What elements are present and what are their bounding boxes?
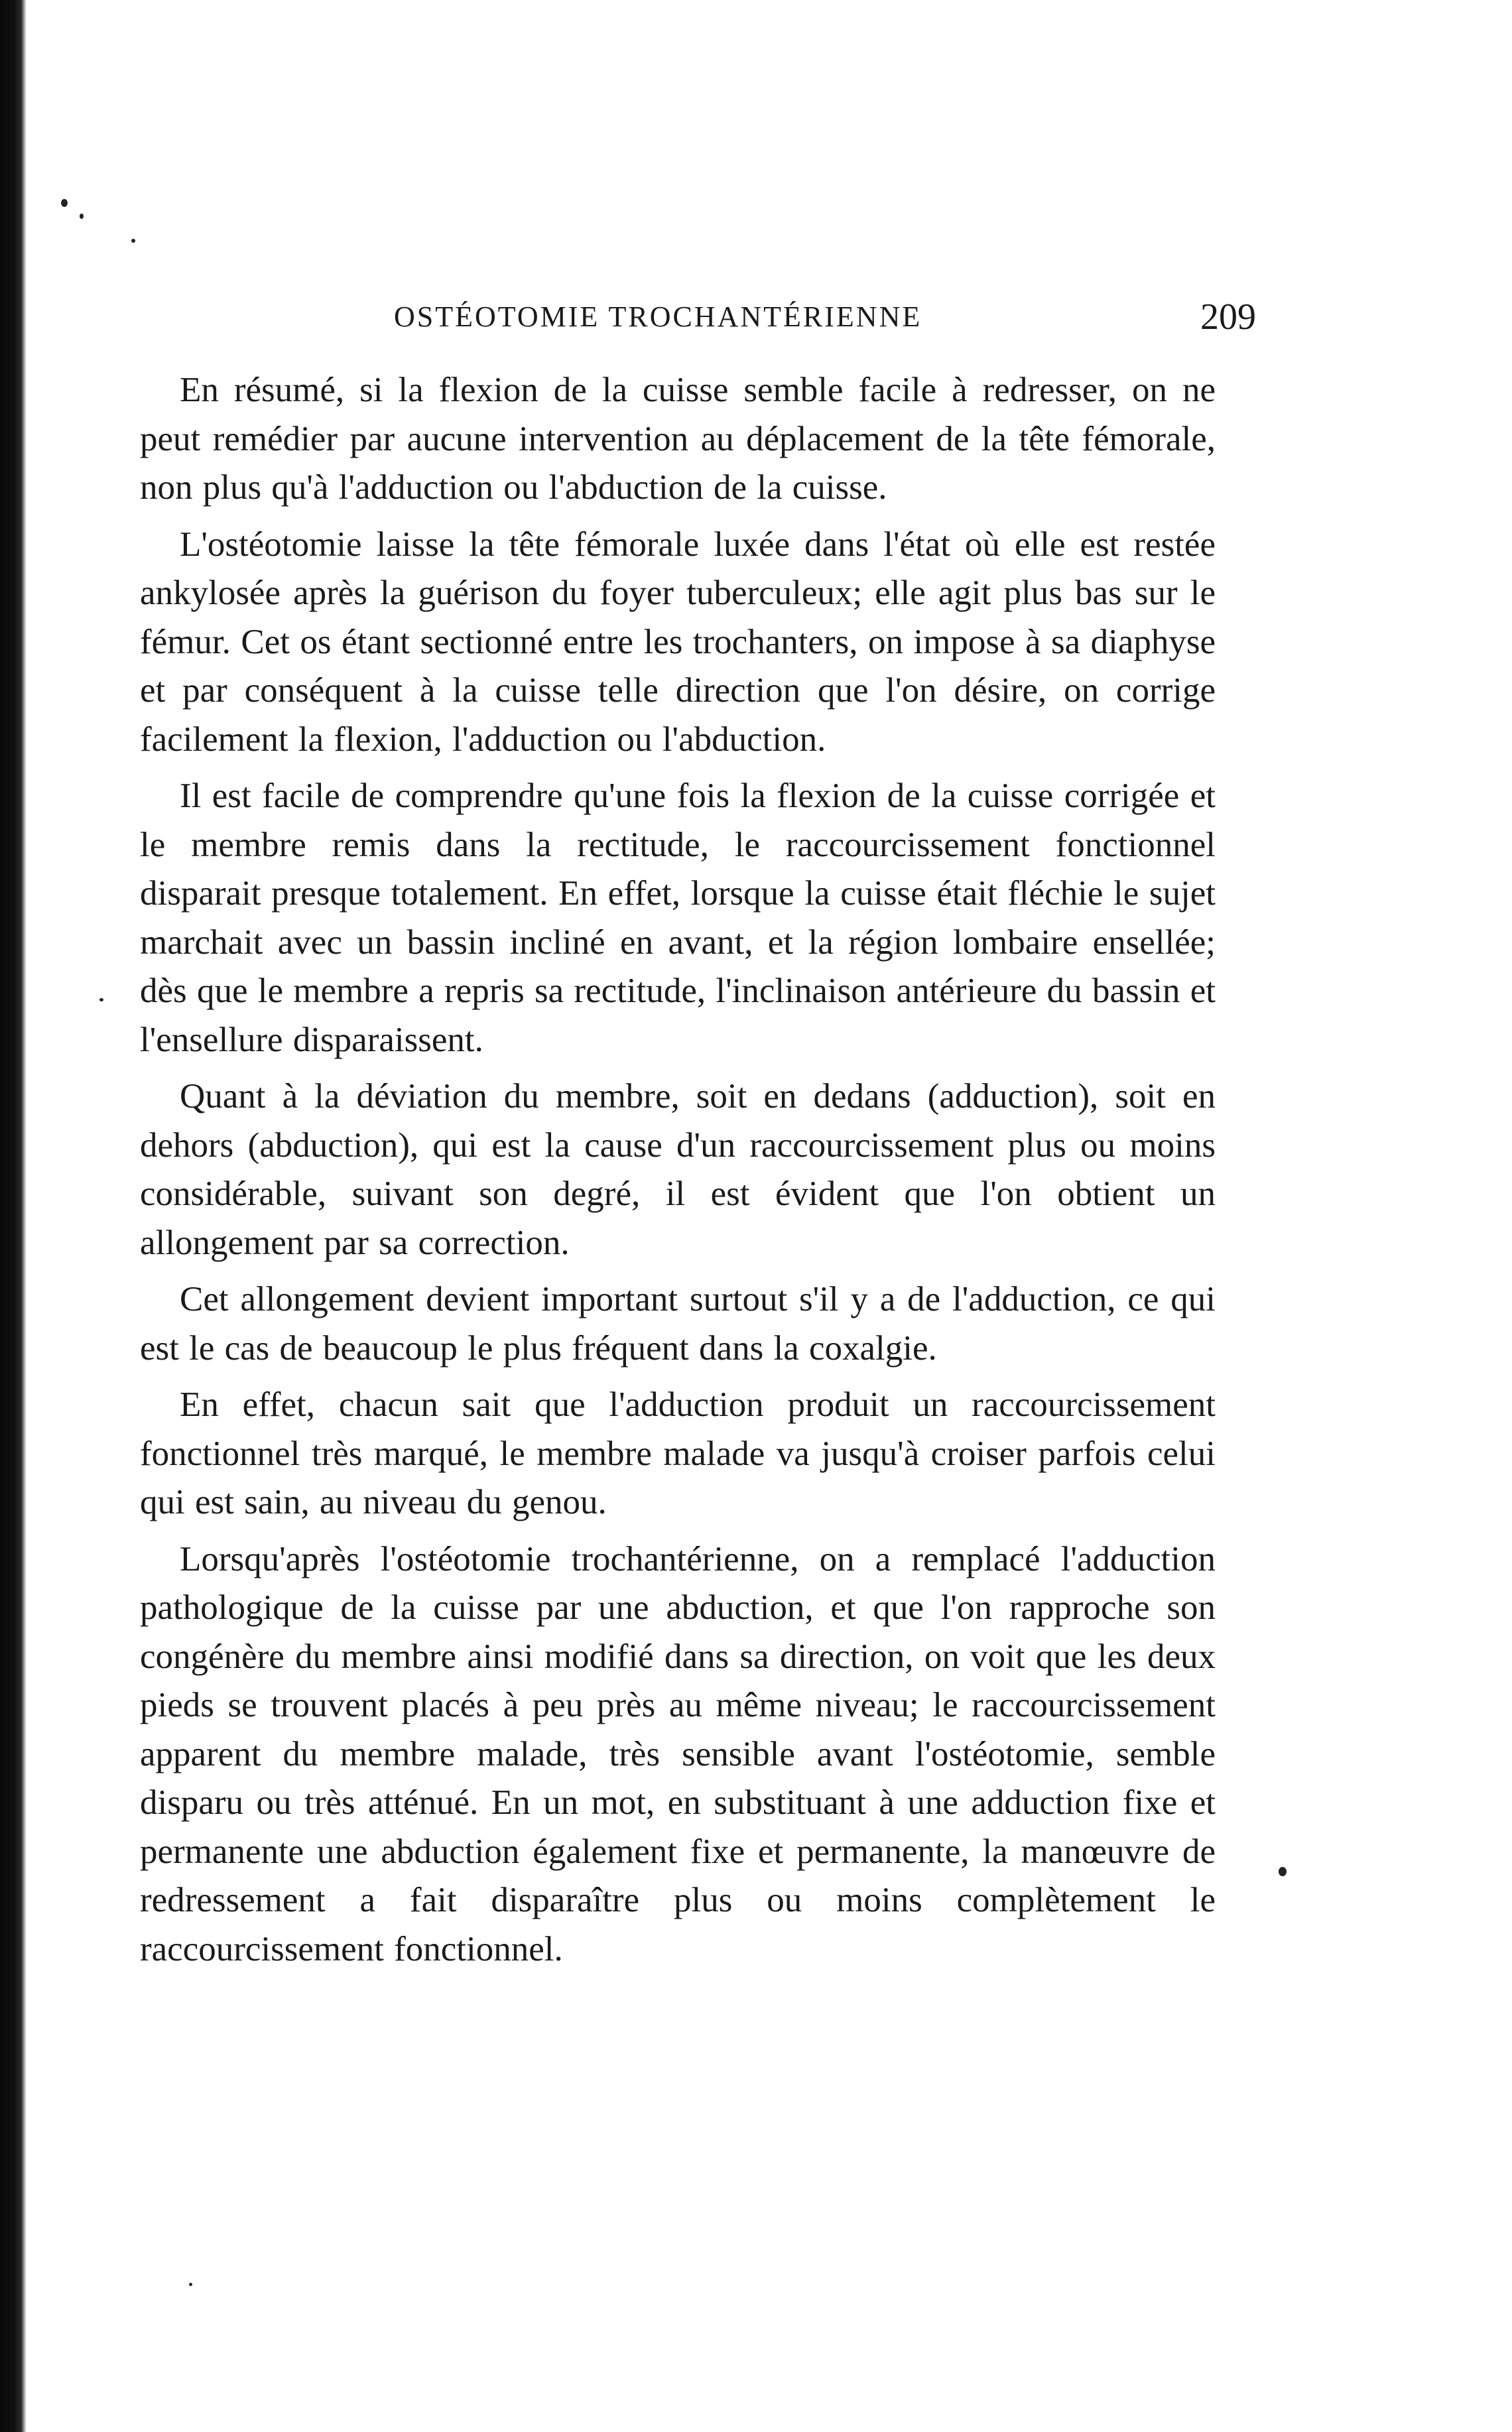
scan-speck	[80, 214, 84, 219]
scan-speck	[131, 239, 135, 243]
paragraph: Lorsqu'après l'ostéotomie trochantérienne, on a remplacé l'adduction pathologique de la cuisse par une abduction, et que l'on rapproche son congénère du membre ainsi modifié dans sa direction, on voit que les deux pieds se trouvent placés à peu près au même niveau; le raccourcissement apparent du membre malade, très sensible avant l'ostéotomie, semble disparu ou très atténué. En un mot, en substituant à une adduction fixe et permanente une abduction également fixe et permanente, la manœuvre de redressement a fait disparaître plus ou moins complètement le raccourcissement fonctionnel.	[140, 1539, 1216, 1968]
paragraph: Il est facile de comprendre qu'une fois la flexion de la cuisse corrigée et le membre remis dans la rectitude, le raccourcissement fonctionnel disparait presque totalement. En effet, lorsque la cuisse était fléchie le sujet marchait avec un bassin incliné en avant, et la région lombaire ensellée; dès que le membre a repris sa rectitude, l'inclinaison antérieure du bassin et l'ensellure disparaissent.	[140, 777, 1216, 1059]
paragraph: Cet allongement devient important surtout s'il y a de l'adduction, ce qui est le cas de beaucoup le plus fréquent dans la coxalgie.	[140, 1280, 1216, 1368]
page-header	[394, 296, 1256, 349]
running-title: OSTÉOTOMIE TROCHANTÉRIENNE	[394, 300, 922, 333]
scan-speck	[99, 998, 103, 1001]
paragraph: Quant à la déviation du membre, soit en dedans (adduction), soit en dehors (abduction), qui est la cause d'un raccourcissement plus ou moins considérable, suivant son degré, il est évident que l'on obtient un allongement par sa correction.	[140, 1077, 1216, 1262]
scan-speck	[1279, 1867, 1287, 1876]
paragraph: L'ostéotomie laisse la tête fémorale luxée dans l'état où elle est restée ankylosée après la guérison du foyer tuberculeux; elle agit plus bas sur le fémur. Cet os étant sectionné entre les trochanters, on impose à sa diaphyse et par conséquent à la cuisse telle direction que l'on désire, on corrige facilement la flexion, l'adduction ou l'abduction.	[140, 525, 1216, 759]
scan-speck	[61, 199, 68, 207]
page-number: 209	[1200, 296, 1256, 338]
paragraph: En résumé, si la flexion de la cuisse semble facile à redresser, on ne peut remédier par aucune intervention au déplacement de la tête fémorale, non plus qu'à l'adduction ou l'abduction de la cuisse.	[140, 371, 1216, 507]
paragraph: En effet, chacun sait que l'adduction produit un raccourcissement fonctionnel très marqué, le membre malade va jusqu'à croiser parfois celui qui est sain, au niveau du genou.	[140, 1385, 1216, 1521]
page-binding-edge	[0, 0, 27, 2432]
body-text	[140, 366, 1216, 1982]
scan-speck	[189, 2283, 192, 2286]
